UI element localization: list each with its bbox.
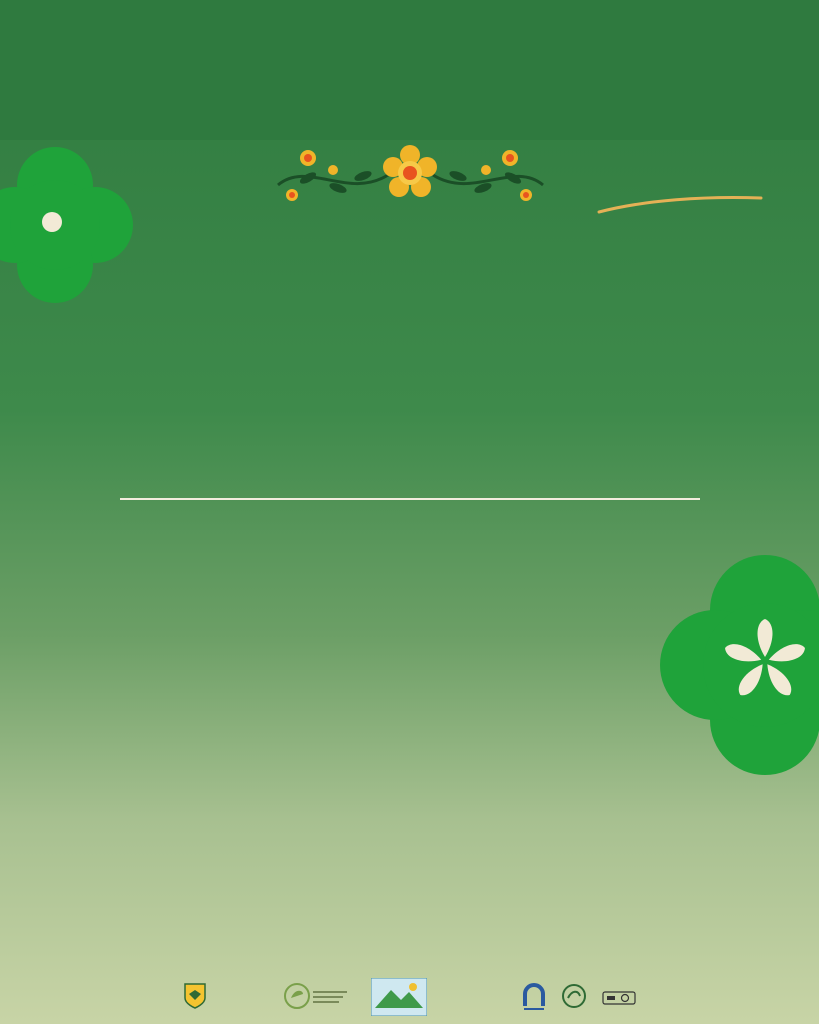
left-flower-shape [0, 140, 140, 310]
invite-note-line2 [558, 143, 763, 157]
right-flower-shape [655, 555, 819, 775]
top-folk-pattern [0, 0, 819, 140]
arch-logo-icon [522, 982, 546, 1012]
coat-of-arms-icon [183, 982, 207, 1010]
sponsor-logos [0, 972, 819, 1024]
title-divider [120, 498, 700, 500]
circle-logo-icon [560, 982, 588, 1010]
floral-ornament-icon [268, 140, 553, 210]
invite-note [558, 143, 763, 157]
leaf-logo-icon [283, 980, 351, 1012]
raseiniai-logo [183, 982, 210, 1010]
bottom-folk-pattern [0, 790, 819, 970]
mountain-logo-icon [371, 978, 427, 1016]
underline-swoosh-icon [595, 192, 765, 216]
camera-logo-icon [602, 990, 636, 1006]
invite-note-line1 [558, 143, 763, 157]
